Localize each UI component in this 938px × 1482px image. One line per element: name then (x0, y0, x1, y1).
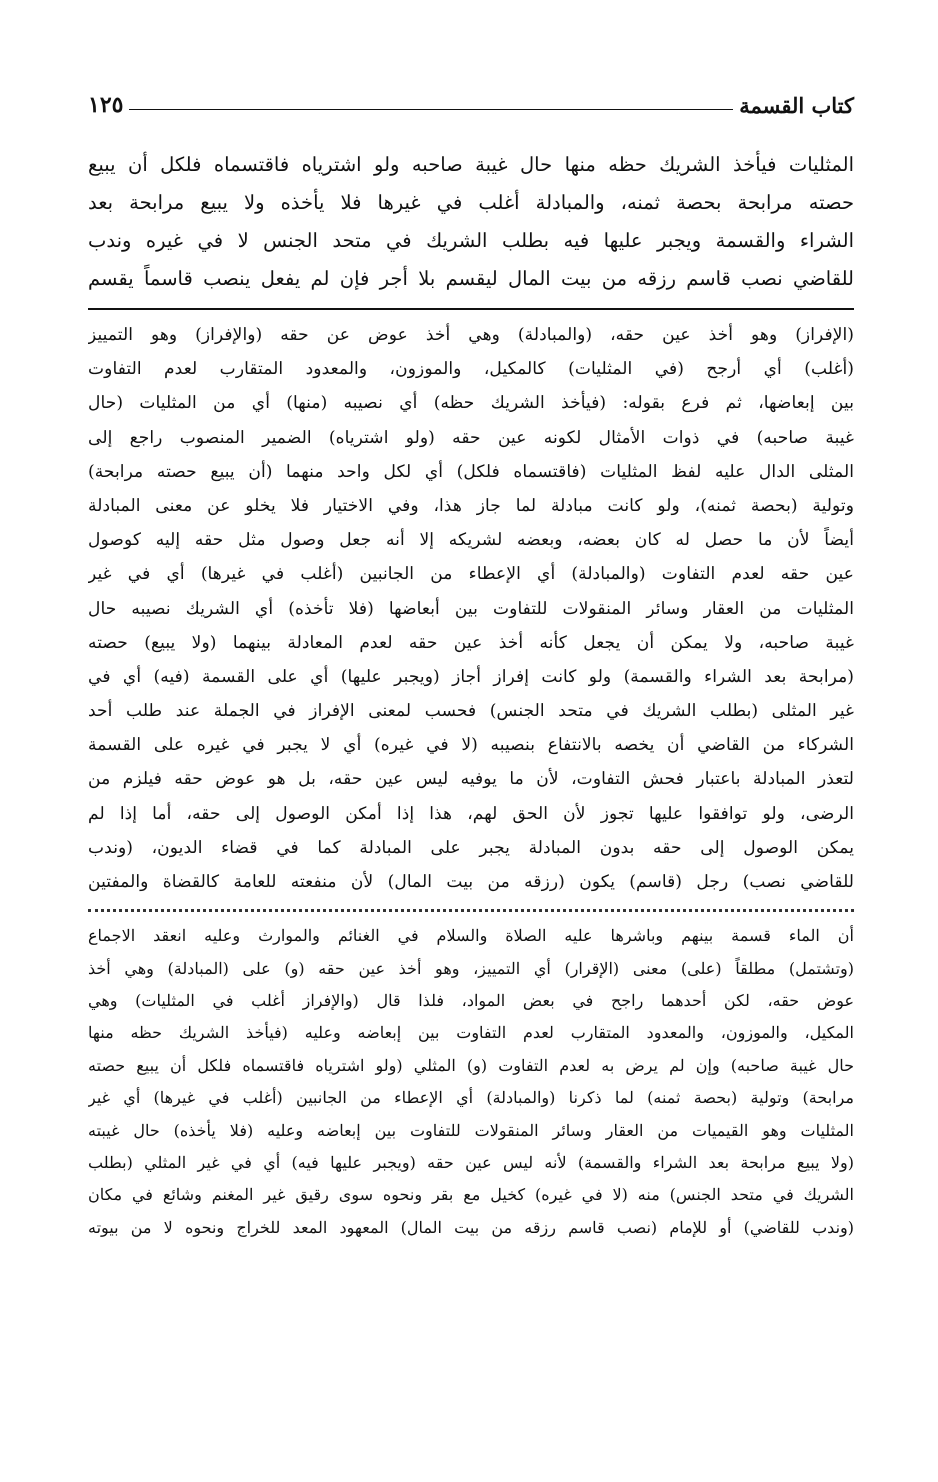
gloss-line: مرابحة) وتولية (بحصة ثمنه) لما ذكرنا (والمبادلة) أي الإعطاء من الجانبين (أغلب في غيرها) أي غير (88, 1088, 854, 1108)
commentary-text (88, 318, 854, 899)
commentary-line: عين حقه لعدم التفاوت (والمبادلة) أي الإعطاء من الجانبين (أغلب في غيرها) أي في غير (88, 564, 854, 585)
commentary-line: (أغلب) أي أرجح (في المثليات) كالمكيل، والموزون، والمعدود المتقارب لعدم التفاوت (88, 359, 854, 380)
section-divider (88, 308, 854, 310)
dotted-divider (88, 909, 854, 912)
commentary-line: بين إبعاضها، ثم فرع بقوله: (فيأخذ الشريك حظه) أي نصيبه (منها) أي من المثليات (حال (88, 393, 854, 414)
commentary-line: غيبة صاحبه) في ذوات الأمثال لكونه عين حقه (ولو اشترياه) الضمير المنصوب راجع إلى (88, 427, 854, 448)
commentary-line: المثليات من العقار وسائر المنقولات للتفاوت بين أبعاضها (فلا تأخذه) أي الشريك نصيبه حال (88, 598, 854, 619)
gloss-line: حال غيبة صاحبه) وإن لم يرض به لعدم التفاوت (و) المثلي (ولو اشترياه فاقتسماه فلكل أن يبيع حصته (88, 1055, 854, 1075)
gloss-line: (وتشتمل) مطلقاً (على) معنى (الإقرار) أي التمييز، وهو أخذ عين حقه (و) على (المبادلة) وهي أخذ (88, 958, 854, 978)
gloss-line: المكيل، والموزون، والمعدود المتقارب لعدم التفاوت بين إبعاضه وعليه (فيأخذ الشريك حظه منها (88, 1023, 854, 1043)
gloss-line: المثليات وهو القيميات من العقار وسائر المنقولات للتفاوت بين إبعاضه وعليه (فلا يأخذه) حال غيبته (88, 1120, 854, 1140)
commentary-line: وتولية (بحصة ثمنه)، ولو كانت مبادلة لما جاز هذا، وفي الاختيار فلا يخلو عن معنى المبادلة (88, 495, 854, 516)
commentary-line: لتعذر المبادلة باعتبار فحش التفاوت، لأن ما يوفيه ليس عين حقه، بل هو عوض حقه فيلزم من (88, 769, 854, 790)
commentary-line: غير المثلى (بطلب الشريك في متحد الجنس) فحسب لمعنى الإفراز في الجملة عند طلب أحد (88, 701, 854, 722)
gloss-line: الشريك في متحد الجنس) منه (لا في غيره) كخيل مع بقر ونحوه سوى رقيق غير المغنم وشائع في مكان (88, 1185, 854, 1205)
gloss-line: (وندب للقاضي) أو للإمام (نصب قاسم رزقه من بيت المال) المعهود المعد للخراج ونحوه لا من بيوته (88, 1217, 854, 1237)
gloss-line: أن الماء قسمة بينهم وباشرها عليه الصلاة والسلام في الغنائم والموارث وعليه انعقد الاجماع (88, 926, 854, 946)
commentary-line: الرضى، ولو توافقوا عليها تجوز لأن الحق لهم، هذا إذا أمكن الوصول إلى حقه، أما إذا لم (88, 803, 854, 824)
commentary-line: يمكن الوصول إلى حقه بدون المبادلة يجبر على المبادلة كما في قضاء الديون، (وندب (88, 837, 854, 858)
header-rule (129, 109, 733, 110)
commentary-line: (مرابحة بعد الشراء والقسمة) ولو كانت إفراز أجاز (ويجبر عليها) أي على القسمة (فيه) أي في (88, 666, 854, 687)
gloss-line: عوض حقه، لكن أحدهما راجح في بعض المواد، فلذا قال (والإفراز أغلب في المثليات) وهي (88, 990, 854, 1010)
commentary-line: الشركاء من القاضي أن يخصه بالانتفاع بنصيبه (لا في غيره) أي لا يجبر في غيره على القسمة (88, 735, 854, 756)
chapter-title: كتاب القسمة (739, 92, 854, 118)
gloss-text (88, 920, 854, 1244)
main-text-line: حصته مرابحة بحصة ثمنه، والمبادلة أغلب في غيرها فلا يأخذه ولا يبيع مرابحة بعد (88, 191, 854, 214)
main-text (88, 146, 854, 298)
commentary-line: للقاضي نصب) رجل (قاسم) يكون (رزقه من بيت المال) لأن منفعته للعامة كالقضاة والمفتين (88, 872, 854, 892)
gloss-line: (ولا يبيع مرابحة بعد الشراء والقسمة) لأنه ليس عين حقه (ويجبر عليها فيه) أي في غير المثلي (بطلب (88, 1152, 854, 1172)
commentary-line: أيضاً لأن ما حصل له كان بعضه، وبعضه لشريكه إلا أنه جعل وصول مثل حقه إليه كوصول (88, 530, 854, 551)
commentary-line: المثلى الدال عليه لفظ المثليات (فاقتسماه فلكل) أي لكل واحد منهما (أن يبيع حصته مرابحة) (88, 461, 854, 482)
commentary-line: غيبة صاحبه، ولا يمكن أن يجعل كأنه أخذ عين حقه لعدم المعادلة بينهما (ولا يبيع) حصته (88, 632, 854, 653)
main-text-line: المثليات فيأخذ الشريك حظه منها حال غيبة صاحبه ولو اشترياه فاقتسماه فلكل أن يبيع (88, 153, 854, 176)
running-header (88, 86, 854, 124)
main-text-line: للقاضي نصب قاسم رزقه من بيت المال ليقسم بلا أجر فإن لم يفعل ينصب قاسماً يقسم (88, 267, 854, 290)
main-text-line: الشراء والقسمة ويجبر عليها فيه بطلب الشريك في متحد الجنس لا في غيره وندب (88, 229, 854, 252)
page-number: ١٢٥ (88, 92, 124, 118)
commentary-line: (الإفراز) وهو أخذ عين حقه، (والمبادلة) وهي أخذ عوض عن حقه (والإفراز) وهو التمييز (88, 325, 854, 345)
